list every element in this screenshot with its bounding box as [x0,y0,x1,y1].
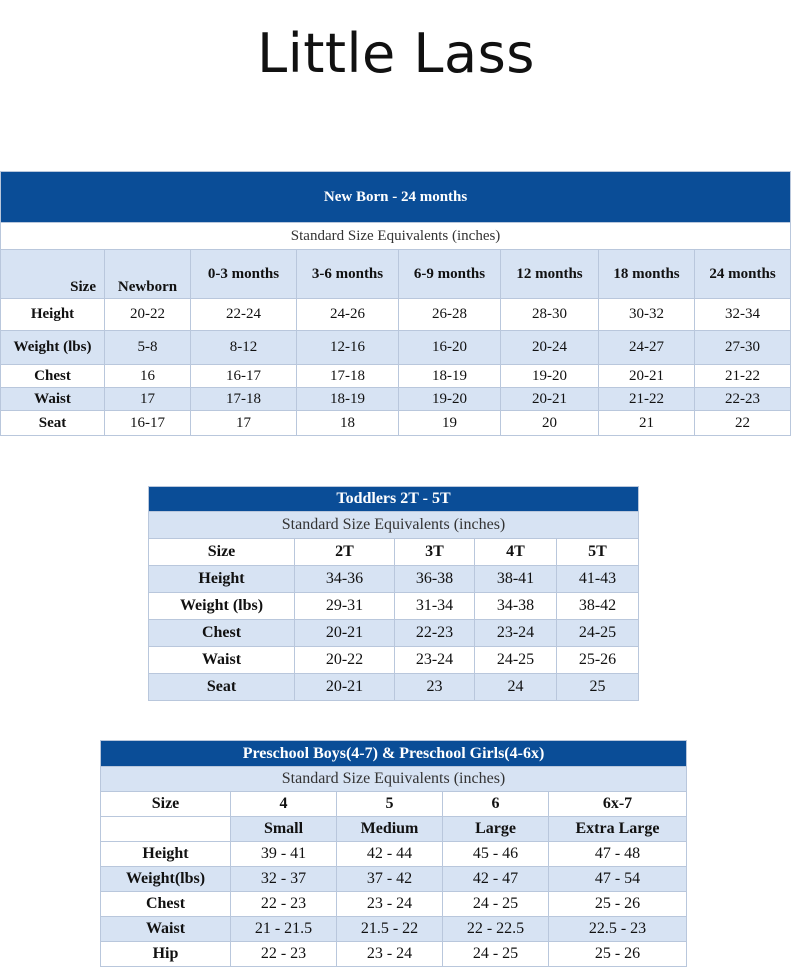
table-cell: 30-32 [599,299,695,331]
table-cell: 24 - 25 [443,892,549,917]
table-cell: 32 - 37 [231,867,337,892]
row-label: Waist [1,388,105,411]
table-cell: 19-20 [501,365,599,388]
table-cell: 22 [695,411,791,436]
row-label: Hip [101,942,231,967]
table-row [149,674,639,701]
column-header: 18 months [599,250,695,299]
table-subtitle: Standard Size Equivalents (inches) [101,767,687,792]
table-cell: 21 - 21.5 [231,917,337,942]
column-header: 2T [295,539,395,566]
table-cell: 21.5 - 22 [337,917,443,942]
table-cell: 22-24 [191,299,297,331]
table-cell: 23 - 24 [337,892,443,917]
table-cell: 25 - 26 [549,942,687,967]
table-cell: 20-22 [105,299,191,331]
table-cell: 24-26 [297,299,399,331]
row-label: Chest [101,892,231,917]
table-cell: 22 - 22.5 [443,917,549,942]
table-cell: 34-36 [295,566,395,593]
column-header: 0-3 months [191,250,297,299]
table-cell: 26-28 [399,299,501,331]
table-title: Toddlers 2T - 5T [149,487,639,512]
table-cell: 42 - 44 [337,842,443,867]
table-cell: 18 [297,411,399,436]
row-label: Weight(lbs) [101,867,231,892]
table-cell: 39 - 41 [231,842,337,867]
table-cell: 23 - 24 [337,942,443,967]
row-label: Height [149,566,295,593]
size-header: Size [149,539,295,566]
table-cell: 5-8 [105,331,191,365]
table-cell: 16-20 [399,331,501,365]
table-row [101,892,687,917]
column-header: 24 months [695,250,791,299]
table-cell: 18-19 [399,365,501,388]
table-row [101,792,687,817]
row-label: Weight (lbs) [149,593,295,620]
table-cell: 16-17 [105,411,191,436]
table-cell: 20-21 [501,388,599,411]
table-cell: 17-18 [191,388,297,411]
table-row [101,917,687,942]
table-row [149,539,639,566]
column-header: 6-9 months [399,250,501,299]
empty-cell [101,817,231,842]
table-title: New Born - 24 months [1,172,791,223]
table-cell: 24-25 [557,620,639,647]
preschool-size-table [100,740,687,967]
table-cell: 42 - 47 [443,867,549,892]
table-cell: 24 - 25 [443,942,549,967]
column-header: Newborn [105,250,191,299]
table-cell: 22-23 [695,388,791,411]
column-name: Large [443,817,549,842]
column-header: 4T [475,539,557,566]
table-cell: 32-34 [695,299,791,331]
table-cell: 21 [599,411,695,436]
table-cell: 47 - 48 [549,842,687,867]
row-label: Chest [1,365,105,388]
table-cell: 25 [557,674,639,701]
toddler-size-table [148,486,639,701]
table-cell: 17-18 [297,365,399,388]
column-header: 12 months [501,250,599,299]
table-cell: 47 - 54 [549,867,687,892]
table-cell: 8-12 [191,331,297,365]
table-cell: 20-24 [501,331,599,365]
table-row [1,411,791,436]
table-cell: 16-17 [191,365,297,388]
table-cell: 24-27 [599,331,695,365]
table-cell: 41-43 [557,566,639,593]
table-row [1,299,791,331]
table-cell: 20-21 [295,674,395,701]
table-cell: 22 - 23 [231,942,337,967]
table-cell: 45 - 46 [443,842,549,867]
table-row [101,942,687,967]
table-row [101,817,687,842]
table-title: Preschool Boys(4-7) & Preschool Girls(4-6x) [101,741,687,767]
row-label: Waist [149,647,295,674]
row-label: Seat [1,411,105,436]
table-cell: 28-30 [501,299,599,331]
table-cell: 38-41 [475,566,557,593]
table-cell: 20-22 [295,647,395,674]
table-cell: 21-22 [695,365,791,388]
table-cell: 12-16 [297,331,399,365]
table-cell: 29-31 [295,593,395,620]
table-cell: 22 - 23 [231,892,337,917]
table-cell: 37 - 42 [337,867,443,892]
table-row [149,566,639,593]
table-cell: 22-23 [395,620,475,647]
table-cell: 36-38 [395,566,475,593]
newborn-size-table [0,171,791,436]
table-cell: 16 [105,365,191,388]
table-cell: 20 [501,411,599,436]
table-row [1,365,791,388]
column-header: 4 [231,792,337,817]
column-header: 6x-7 [549,792,687,817]
table-cell: 20-21 [295,620,395,647]
size-header: Size [1,250,105,299]
table-cell: 22.5 - 23 [549,917,687,942]
table-cell: 27-30 [695,331,791,365]
row-label: Height [101,842,231,867]
table-cell: 23 [395,674,475,701]
table-row [149,593,639,620]
column-name: Small [231,817,337,842]
column-header: 3T [395,539,475,566]
column-name: Extra Large [549,817,687,842]
table-cell: 38-42 [557,593,639,620]
brand-title: Little Lass [257,22,535,85]
table-row [1,331,791,365]
table-cell: 24-25 [475,647,557,674]
table-cell: 25 - 26 [549,892,687,917]
table-cell: 23-24 [475,620,557,647]
table-cell: 21-22 [599,388,695,411]
row-label: Waist [101,917,231,942]
table-cell: 17 [191,411,297,436]
table-cell: 19 [399,411,501,436]
table-row [1,388,791,411]
row-label: Chest [149,620,295,647]
column-header: 6 [443,792,549,817]
column-header: 5 [337,792,443,817]
table-subtitle: Standard Size Equivalents (inches) [1,223,791,250]
table-cell: 20-21 [599,365,695,388]
table-cell: 24 [475,674,557,701]
column-header: 5T [557,539,639,566]
table-cell: 19-20 [399,388,501,411]
column-name: Medium [337,817,443,842]
table-cell: 17 [105,388,191,411]
table-cell: 18-19 [297,388,399,411]
table-cell: 25-26 [557,647,639,674]
column-header: 3-6 months [297,250,399,299]
table-cell: 31-34 [395,593,475,620]
size-header: Size [101,792,231,817]
table-row [101,867,687,892]
table-cell: 23-24 [395,647,475,674]
table-row [149,620,639,647]
row-label: Height [1,299,105,331]
table-row [101,842,687,867]
table-cell: 34-38 [475,593,557,620]
table-row [149,647,639,674]
table-subtitle: Standard Size Equivalents (inches) [149,512,639,539]
row-label: Weight (lbs) [1,331,105,365]
row-label: Seat [149,674,295,701]
